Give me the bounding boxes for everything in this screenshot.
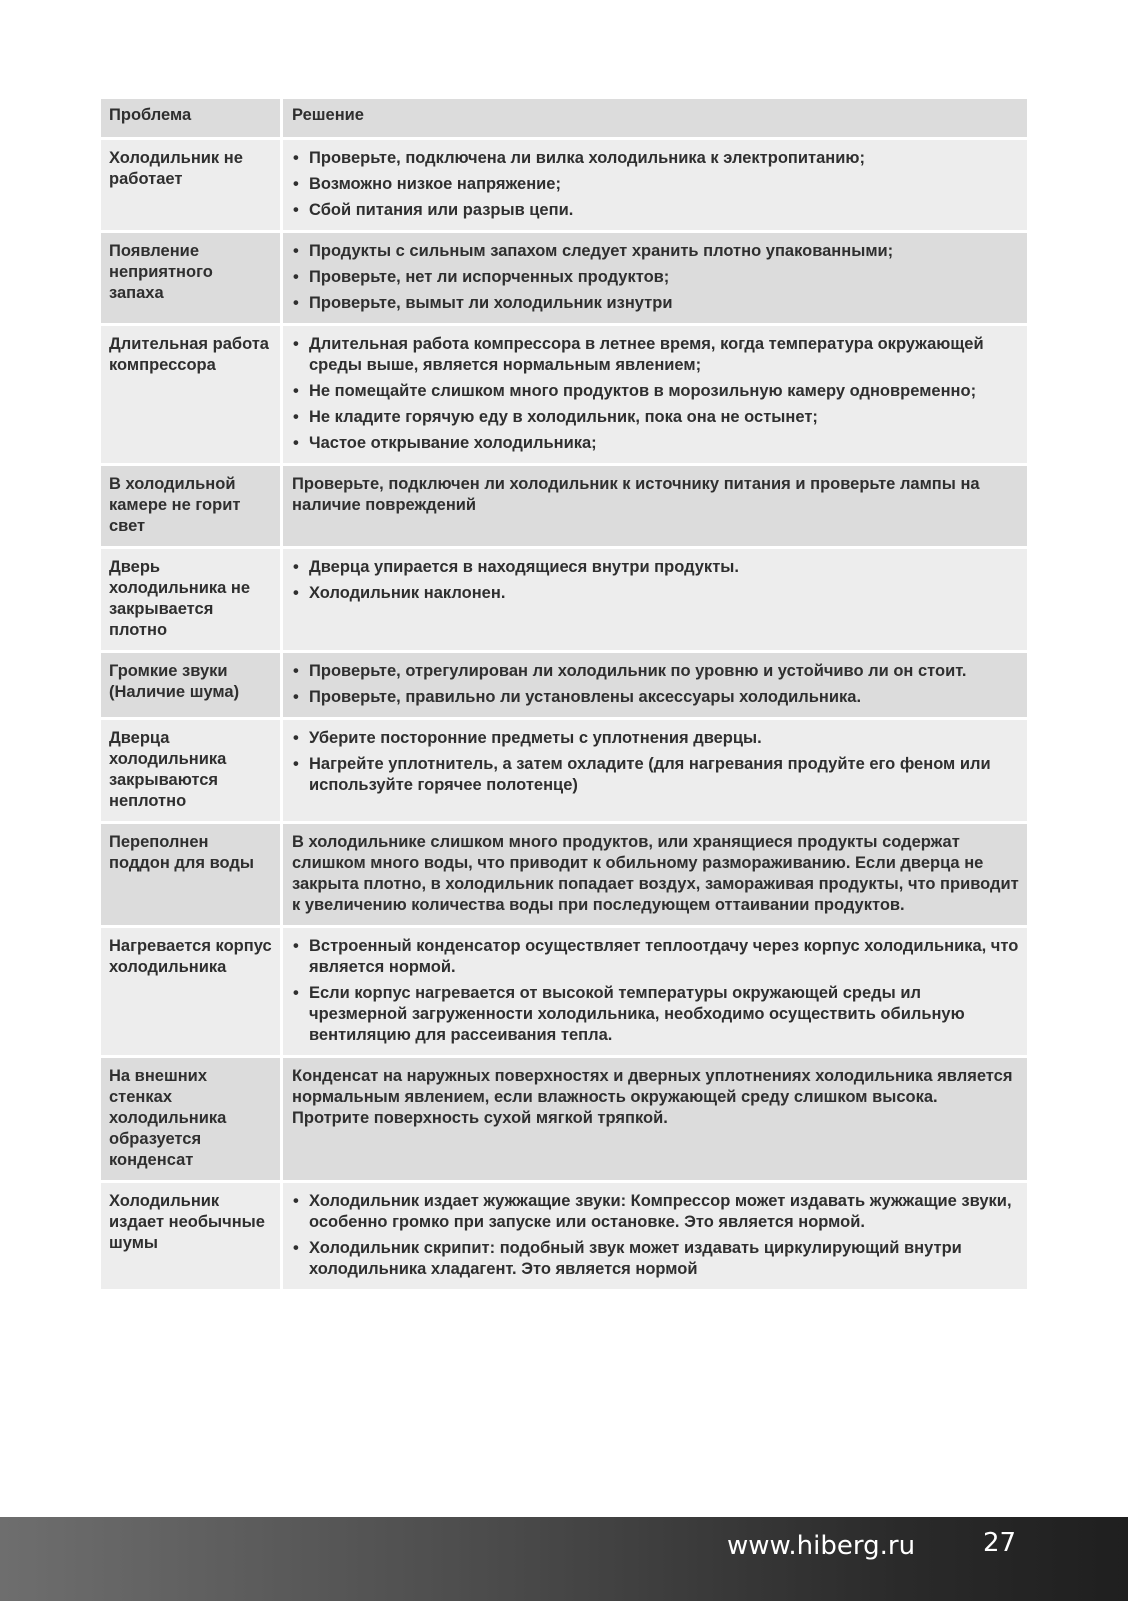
- problem-cell: Дверца холодильника закрываются неплотно: [101, 720, 283, 824]
- solution-cell: В холодильнике слишком много продуктов, или хранящиеся продукты содержат слишком много воды, что приводит к обильному размораживанию. Если дверца не закрыта плотно, в холодильник попадает воздух, замораживая продукты, что приводит к увеличению количества воды при последующем оттаивании продуктов.: [283, 824, 1027, 928]
- solution-cell: Конденсат на наружных поверхностях и дверных уплотнениях холодильника является нормальным явлением, если влажность окружающей среду слишком высока. Протрите поверхность сухой мягкой тряпкой.: [283, 1058, 1027, 1183]
- solution-item: • Если корпус нагревается от высокой температуры окружающей среды ил чрезмерной загруженности холодильника, необходимо осуществить обильную вентиляцию для рассеивания тепла.: [292, 983, 1019, 1046]
- problem-cell: Появление неприятного запаха: [101, 233, 283, 326]
- solution-list: [292, 728, 1019, 796]
- solution-cell: [283, 549, 1027, 653]
- solution-item: • Продукты с сильным запахом следует хранить плотно упакованными;: [292, 241, 1019, 262]
- table-row: [101, 720, 1027, 824]
- table-row: [101, 326, 1027, 466]
- solution-cell: [283, 1183, 1027, 1292]
- table-row: [101, 549, 1027, 653]
- problem-cell: Длительная работа компрессора: [101, 326, 283, 466]
- table-row: [101, 233, 1027, 326]
- footer-bar: [0, 1517, 1128, 1601]
- solution-list: [292, 661, 1019, 708]
- solution-item: • Сбой питания или разрыв цепи.: [292, 200, 1019, 221]
- solution-cell: [283, 233, 1027, 326]
- solution-item: • Встроенный конденсатор осуществляет теплоотдачу через корпус холодильника, что является нормой.: [292, 936, 1019, 978]
- table-row: [101, 653, 1027, 720]
- problem-cell: В холодильной камере не горит свет: [101, 466, 283, 549]
- troubleshooting-table: [101, 99, 1027, 1292]
- solution-item: • Длительная работа компрессора в летнее время, когда температура окружающей среды выше, является нормальным явлением;: [292, 334, 1019, 376]
- solution-item: • Нагрейте уплотнитель, а затем охладите (для нагревания продуйте его феном или используйте горячее полотенце): [292, 754, 1019, 796]
- problem-cell: Холодильник не работает: [101, 140, 283, 233]
- solution-item: • Проверьте, подключена ли вилка холодильника к электропитанию;: [292, 148, 1019, 169]
- table-row: [101, 1058, 1027, 1183]
- header-problem: Проблема: [101, 99, 283, 140]
- solution-cell: [283, 326, 1027, 466]
- solution-list: [292, 148, 1019, 221]
- solution-list: [292, 557, 1019, 604]
- solution-cell: Проверьте, подключен ли холодильник к источнику питания и проверьте лампы на наличие повреждений: [283, 466, 1027, 549]
- problem-cell: Переполнен поддон для воды: [101, 824, 283, 928]
- solution-item: • Проверьте, правильно ли установлены аксессуары холодильника.: [292, 687, 1019, 708]
- solution-list: [292, 334, 1019, 454]
- table-row: [101, 140, 1027, 233]
- solution-item: • Частое открывание холодильника;: [292, 433, 1019, 454]
- solution-cell: [283, 140, 1027, 233]
- solution-item: • Не кладите горячую еду в холодильник, пока она не остынет;: [292, 407, 1019, 428]
- table-header-row: [101, 99, 1027, 140]
- table-row: [101, 1183, 1027, 1292]
- problem-cell: Нагревается корпус холодильника: [101, 928, 283, 1058]
- solution-item: • Уберите посторонние предметы с уплотнения дверцы.: [292, 728, 1019, 749]
- problem-cell: На внешних стенках холодильника образуется конденсат: [101, 1058, 283, 1183]
- page-number: 27: [983, 1528, 1017, 1558]
- problem-cell: Дверь холодильника не закрывается плотно: [101, 549, 283, 653]
- solution-item: • Проверьте, отрегулирован ли холодильник по уровню и устойчиво ли он стоит.: [292, 661, 1019, 682]
- solution-list: [292, 241, 1019, 314]
- solution-item: • Не помещайте слишком много продуктов в морозильную камеру одновременно;: [292, 381, 1019, 402]
- solution-item: • Проверьте, вымыт ли холодильник изнутри: [292, 293, 1019, 314]
- solution-item: • Проверьте, нет ли испорченных продуктов;: [292, 267, 1019, 288]
- solution-item: • Дверца упирается в находящиеся внутри продукты.: [292, 557, 1019, 578]
- solution-item: • Холодильник скрипит: подобный звук может издавать циркулирующий внутри холодильника хладагент. Это является нормой: [292, 1238, 1019, 1280]
- solution-item: • Холодильник издает жужжащие звуки: Компрессор может издавать жужжащие звуки, особенно громко при запуске или остановке. Это является нормой.: [292, 1191, 1019, 1233]
- solution-list: [292, 936, 1019, 1046]
- solution-cell: [283, 928, 1027, 1058]
- header-solution: Решение: [283, 99, 1027, 140]
- table-row: [101, 466, 1027, 549]
- solution-item: • Холодильник наклонен.: [292, 583, 1019, 604]
- solution-cell: [283, 653, 1027, 720]
- table-row: [101, 928, 1027, 1058]
- table-row: [101, 824, 1027, 928]
- problem-cell: Холодильник издает необычные шумы: [101, 1183, 283, 1292]
- solution-item: • Возможно низкое напряжение;: [292, 174, 1019, 195]
- footer-website: www.hiberg.ru: [727, 1531, 916, 1561]
- problem-cell: Громкие звуки (Наличие шума): [101, 653, 283, 720]
- solution-list: [292, 1191, 1019, 1280]
- solution-cell: [283, 720, 1027, 824]
